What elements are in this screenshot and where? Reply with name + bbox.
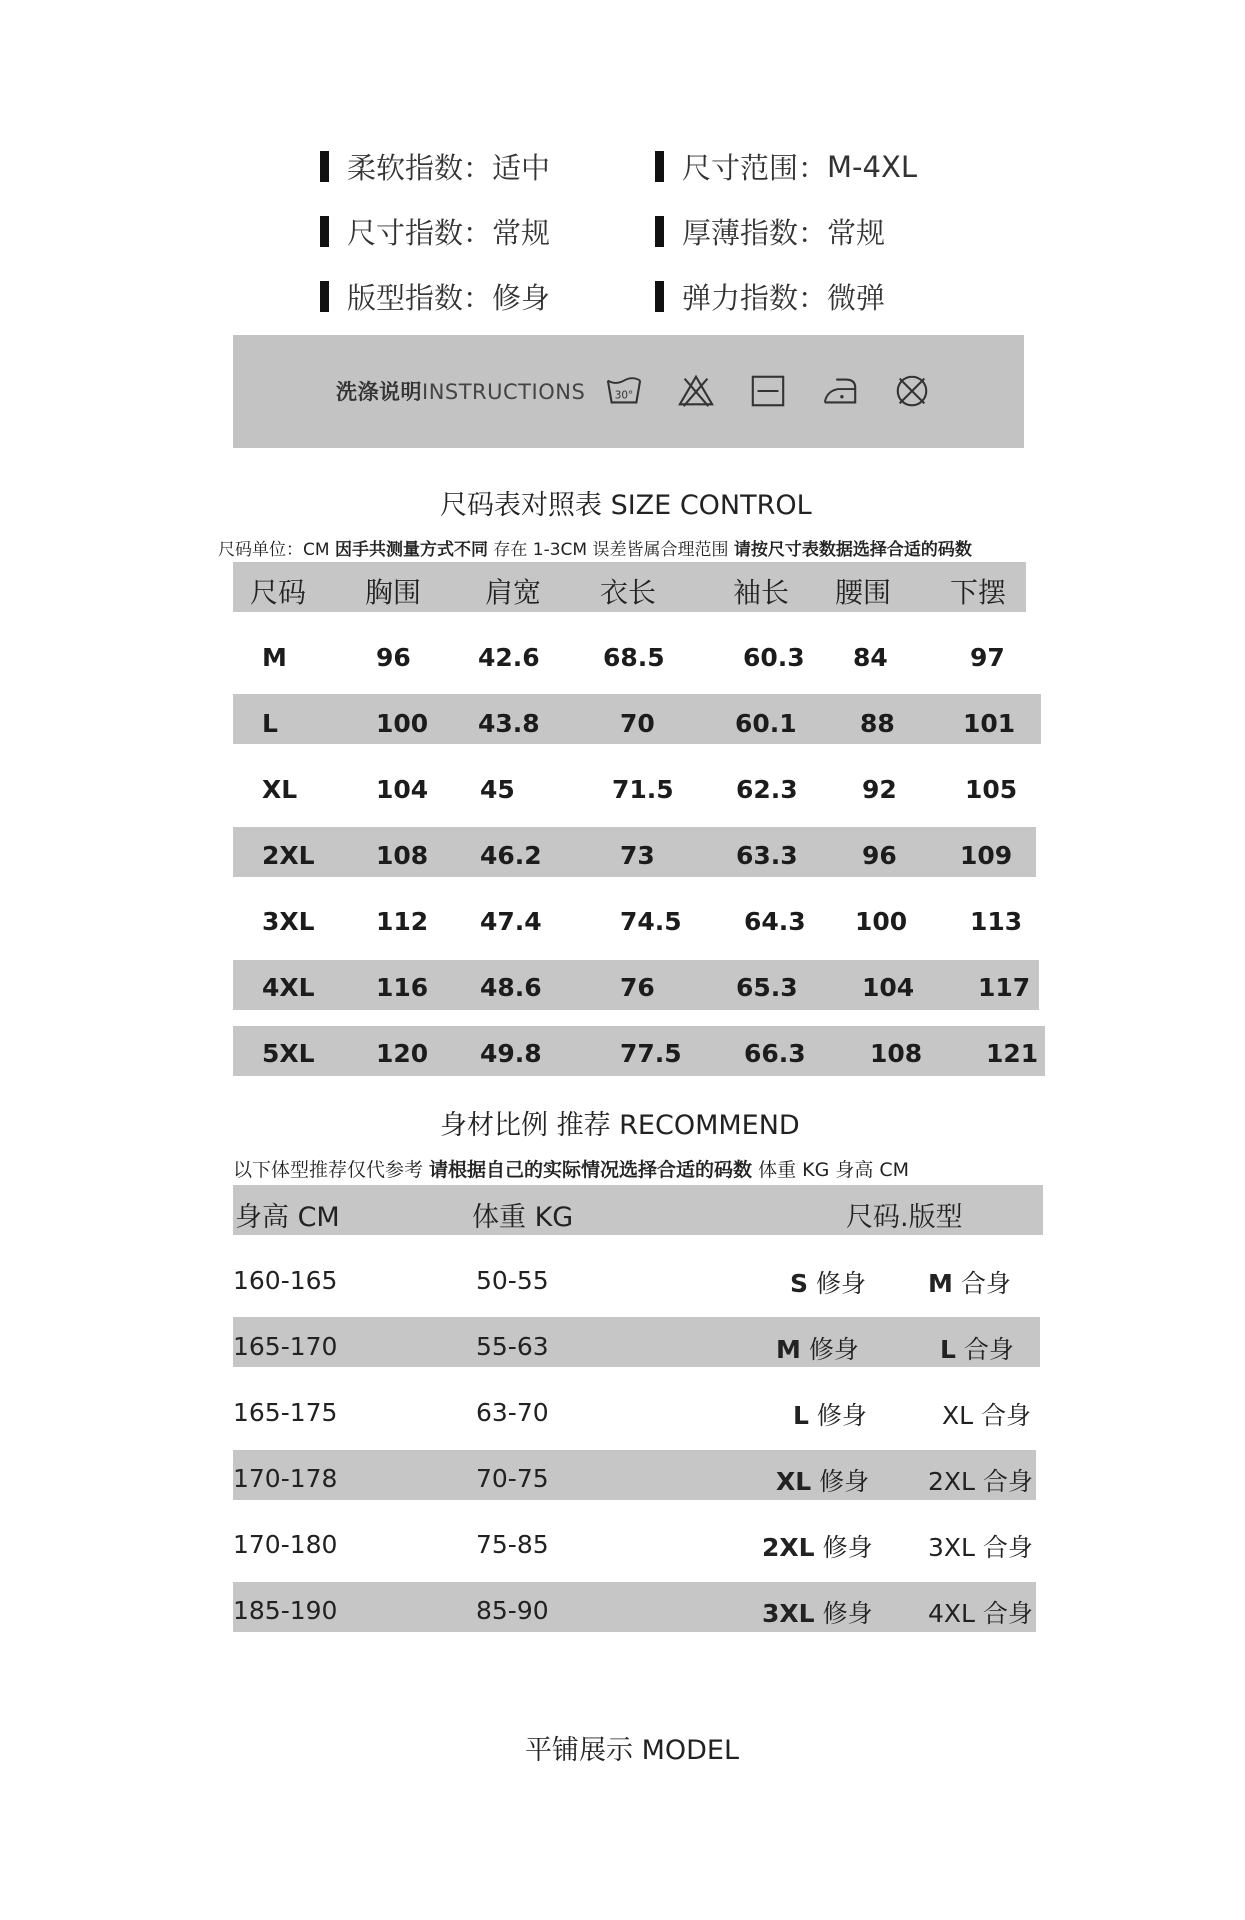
bullet-bar [655,216,664,247]
attr-label: 柔软指数： [347,151,493,185]
recommend-title: 身材比例 推荐 RECOMMEND [440,1110,800,1141]
recommend-row-band [233,1582,1036,1632]
size-row-hem: 113 [970,907,1023,936]
recommend-row-slim [762,1594,873,1630]
bullet-bar [320,281,329,312]
size-row-waist: 100 [855,907,908,936]
size-header-shoulder: 肩宽 [485,576,542,609]
bullet-bar [320,216,329,247]
attr-label: 厚薄指数： [682,216,828,250]
size-header-length: 衣长 [600,576,657,609]
fit-size: 3XL [928,1533,975,1562]
size-row-sleeve: 63.3 [736,841,798,870]
size-row-sleeve: 65.3 [736,973,798,1002]
bullet-bar [655,151,664,182]
wash-label-en: INSTRUCTIONS [422,380,586,404]
note-choose: 请根据自己的实际情况选择合适的码数 [429,1159,753,1181]
size-row-size: L [262,709,278,738]
recommend-row-band [233,1450,1036,1500]
attr-value: 微弹 [827,281,886,315]
size-row-shoulder: 48.6 [480,973,542,1002]
size-row-chest: 108 [376,841,429,870]
note-tolerance: 存在 1-3CM 误差皆属合理范围 [487,540,734,560]
note-reference: 以下体型推荐仅代参考 [233,1159,430,1181]
recommend-row-band [233,1317,1040,1367]
size-row-chest: 120 [376,1039,429,1068]
no-bleach-icon [677,372,715,410]
size-row-length: 73 [620,841,655,870]
size-header-chest: 胸围 [365,576,422,609]
size-row-sleeve: 60.3 [743,643,805,672]
wash-label [336,376,585,406]
recommend-header-size: 尺码.版型 [846,1202,963,1233]
slim-size: S [790,1269,809,1298]
size-row-size: 2XL [262,841,315,870]
size-row-hem: 117 [978,973,1031,1002]
slim-label: 修身 [822,1533,873,1562]
attr-label: 弹力指数： [682,281,828,315]
recommend-row-slim [776,1462,869,1498]
size-row-waist: 104 [862,973,915,1002]
size-row-sleeve: 60.1 [735,709,797,738]
attr-label: 版型指数： [347,281,493,315]
recommend-row-slim [776,1330,859,1366]
wash-instructions-banner [233,335,1024,448]
slim-label: 修身 [822,1599,873,1628]
size-row-waist: 92 [862,775,897,804]
slim-size: M [776,1335,801,1364]
size-row-sleeve: 62.3 [736,775,798,804]
attr-size-index [320,211,550,252]
size-row-waist: 88 [860,709,895,738]
size-row-chest: 104 [376,775,429,804]
recommend-row-height: 160-165 [233,1266,338,1295]
recommend-header-weight: 体重 KG [472,1202,574,1233]
attr-value: M-4XL [827,149,917,184]
fit-label: 合身 [982,1467,1033,1496]
slim-size: 2XL [762,1533,815,1562]
attr-label: 尺寸范围： [682,151,828,185]
size-row-chest: 100 [376,709,429,738]
size-row-length: 74.5 [620,907,682,936]
fit-label: 合身 [960,1269,1011,1298]
attr-elasticity [655,276,885,317]
recommend-row-weight: 85-90 [476,1596,549,1625]
size-row-size: 3XL [262,907,315,936]
size-header-sleeve: 袖长 [733,576,790,609]
wash-temperature-text: 30° [614,389,634,402]
slim-label: 修身 [819,1467,870,1496]
size-row-waist: 96 [862,841,897,870]
recommend-row-fit [940,1330,1014,1366]
recommend-row-weight: 55-63 [476,1332,549,1361]
recommend-row-fit [928,1594,1033,1630]
recommend-row-weight: 75-85 [476,1530,549,1559]
recommend-row-height: 170-180 [233,1530,338,1559]
attr-value: 常规 [827,216,886,250]
slim-label: 修身 [815,1269,866,1298]
bullet-bar [320,151,329,182]
fit-label: 合身 [981,1401,1032,1430]
note-measure: 因手共测量方式不同 [334,540,488,560]
size-row-chest: 96 [376,643,411,672]
recommend-row-slim [793,1396,867,1432]
attr-value: 常规 [492,216,551,250]
size-row-length: 71.5 [612,775,674,804]
fit-size: XL [942,1401,974,1430]
recommend-row-fit [942,1396,1031,1432]
size-row-shoulder: 42.6 [478,643,540,672]
slim-size: XL [776,1467,812,1496]
size-header-hem: 下摆 [950,576,1007,609]
wash-label-cn: 洗涤说明 [336,380,422,404]
bullet-bar [655,281,664,312]
fit-size: M [928,1269,953,1298]
size-row-sleeve: 66.3 [744,1039,806,1068]
size-row-shoulder: 46.2 [480,841,542,870]
recommend-row-fit [928,1264,1011,1300]
recommend-row-height: 185-190 [233,1596,338,1625]
size-row-length: 76 [620,973,655,1002]
fit-label: 合身 [963,1335,1014,1364]
size-row-waist: 84 [853,643,888,672]
no-dry-clean-icon [893,372,931,410]
fit-size: L [940,1335,956,1364]
recommend-row-height: 170-178 [233,1464,338,1493]
flat-dry-icon [749,372,787,410]
recommend-row-weight: 70-75 [476,1464,549,1493]
size-row-hem: 105 [965,775,1018,804]
slim-label: 修身 [816,1401,867,1430]
size-row-size: 5XL [262,1039,315,1068]
fit-size: 2XL [928,1467,975,1496]
size-row-length: 70 [620,709,655,738]
wash-30-icon [605,372,643,410]
attr-value: 修身 [492,281,551,315]
size-row-hem: 109 [960,841,1013,870]
recommend-row-weight: 50-55 [476,1266,549,1295]
note-advice: 请按尺寸表数据选择合适的码数 [733,540,972,560]
recommend-row-height: 165-175 [233,1398,338,1427]
size-row-shoulder: 43.8 [478,709,540,738]
size-header-waist: 腰围 [835,576,892,609]
size-row-length: 68.5 [603,643,665,672]
size-table-title: 尺码表对照表 SIZE CONTROL [440,490,812,521]
recommend-header-height: 身高 CM [235,1202,340,1233]
model-title: 平铺展示 MODEL [525,1735,740,1766]
size-row-sleeve: 64.3 [744,907,806,936]
size-row-shoulder: 49.8 [480,1039,542,1068]
recommend-row-fit [928,1528,1033,1564]
slim-size: 3XL [762,1599,815,1628]
note-unit: 尺码单位：CM [218,540,335,560]
size-row-chest: 112 [376,907,429,936]
recommend-row-fit [928,1462,1033,1498]
recommend-row-slim [790,1264,866,1300]
wash-icons [605,372,931,410]
note-units: 体重 KG 身高 CM [752,1159,910,1181]
recommend-row-weight: 63-70 [476,1398,549,1427]
attr-label: 尺寸指数： [347,216,493,250]
size-row-chest: 116 [376,973,429,1002]
attr-size-range [655,146,917,187]
size-row-shoulder: 45 [480,775,515,804]
fit-label: 合身 [982,1533,1033,1562]
size-row-waist: 108 [870,1039,923,1068]
recommend-row-slim [762,1528,873,1564]
size-row-size: 4XL [262,973,315,1002]
size-row-size: XL [262,775,298,804]
iron-low-icon [821,372,859,410]
recommend-row-height: 165-170 [233,1332,338,1361]
attr-fit [320,276,550,317]
size-row-hem: 101 [963,709,1016,738]
size-row-hem: 97 [970,643,1005,672]
slim-size: L [793,1401,809,1430]
size-row-length: 77.5 [620,1039,682,1068]
slim-label: 修身 [808,1335,859,1364]
attr-value: 适中 [492,151,551,185]
fit-label: 合身 [982,1599,1033,1628]
size-row-hem: 121 [986,1039,1039,1068]
size-row-size: M [262,643,287,672]
size-table-note [218,535,972,560]
size-header-size: 尺码 [250,576,307,609]
recommend-note [233,1155,909,1182]
fit-size: 4XL [928,1599,975,1628]
attr-softness [320,146,550,187]
attr-thickness [655,211,885,252]
size-row-shoulder: 47.4 [480,907,542,936]
